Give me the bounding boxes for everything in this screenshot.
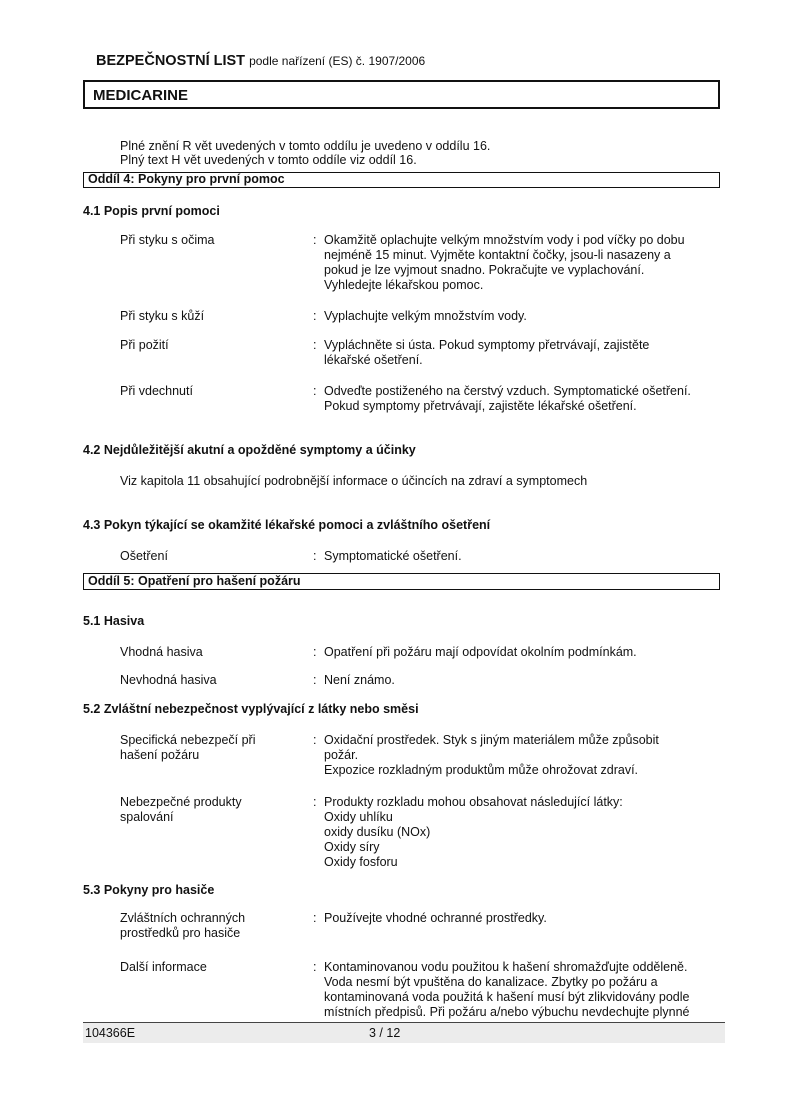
colon-separator: : — [313, 309, 317, 323]
colon-separator: : — [313, 733, 317, 747]
field-value: Produkty rozkladu mohou obsahovat následující látky: Oxidy uhlíku oxidy dusíku (NOx) Oxidy síry Oxidy fosforu — [324, 795, 623, 869]
field-value: Kontaminovanou vodu použitou k hašení shromažďujte odděleně. Voda nesmí být vpuštěna do kanalizace. Zbytky po požáru a kontaminovaná voda použitá k hašení musí být zlikvidovány podle místních předpisů. Při požáru a/nebo výbuchu nevdechujte plynné — [324, 960, 690, 1019]
page-number: 3 / 12 — [369, 1026, 401, 1040]
field-label: Při vdechnutí — [120, 384, 193, 398]
field-value: Odveďte postiženého na čerstvý vzduch. Symptomatické ošetření. Pokud symptomy přetrvávají, zajistěte lékařské ošetření. — [324, 384, 691, 413]
colon-separator: : — [313, 549, 317, 563]
field-label: Nevhodná hasiva — [120, 673, 217, 687]
field-value: Používejte vhodné ochranné prostředky. — [324, 911, 547, 925]
section-5-header: Oddíl 5: Opatření pro hašení požáru — [83, 573, 720, 590]
product-name: MEDICARINE — [83, 80, 720, 109]
colon-separator: : — [313, 384, 317, 398]
document-title — [96, 54, 425, 69]
field-label: Vhodná hasiva — [120, 645, 203, 659]
colon-separator: : — [313, 233, 317, 247]
field-label: Při styku s očima — [120, 233, 215, 247]
field-value: Okamžitě oplachujte velkým množstvím vody i pod víčky po dobu nejméně 15 minut. Vyjměte kontaktní čočky, jsou-li nasazeny a pokud je lze vyjmout snadno. Pokračujte ve vyplachování. Vyhledejte lékařskou pomoc. — [324, 233, 685, 292]
field-label: Při styku s kůží — [120, 309, 205, 323]
field-value: Vypláchněte si ústa. Pokud symptomy přetrvávají, zajistěte lékařské ošetření. — [324, 338, 650, 367]
section-4-header: Oddíl 4: Pokyny pro první pomoc — [83, 172, 720, 188]
colon-separator: : — [313, 673, 317, 687]
intro-line: Plné znění R vět uvedených v tomto oddílu je uvedeno v oddílu 16. — [120, 139, 491, 153]
document-code: 104366E — [85, 1026, 136, 1040]
title-bold: BEZPEČNOSTNÍ LIST — [96, 53, 246, 69]
field-label: Nebezpečné produkty spalování — [120, 795, 242, 824]
field-label: Zvláštních ochranných prostředků pro hasiče — [120, 911, 246, 940]
title-regulation: podle nařízení (ES) č. 1907/2006 — [249, 54, 426, 68]
intro-line: Plný text H vět uvedených v tomto oddíle viz oddíl 16. — [120, 153, 417, 167]
field-label: Specifická nebezpečí při hašení požáru — [120, 733, 256, 762]
colon-separator: : — [313, 911, 317, 925]
field-value: Není známo. — [324, 673, 395, 687]
field-value: Symptomatické ošetření. — [324, 549, 462, 563]
field-label: Při požití — [120, 338, 169, 352]
subsection-heading: 4.2 Nejdůležitější akutní a opožděné symptomy a účinky — [83, 443, 416, 457]
colon-separator: : — [313, 338, 317, 352]
subsection-heading: 5.3 Pokyny pro hasiče — [83, 883, 215, 897]
colon-separator: : — [313, 960, 317, 974]
field-value: Vyplachujte velkým množstvím vody. — [324, 309, 527, 323]
colon-separator: : — [313, 645, 317, 659]
subsection-heading: 5.1 Hasiva — [83, 614, 145, 628]
field-value: Opatření při požáru mají odpovídat okolním podmínkám. — [324, 645, 637, 659]
colon-separator: : — [313, 795, 317, 809]
footer — [83, 1022, 725, 1043]
subsection-heading: 5.2 Zvláštní nebezpečnost vyplývající z látky nebo směsi — [83, 702, 419, 716]
paragraph: Viz kapitola 11 obsahující podrobnější informace o účincích na zdraví a symptomech — [120, 474, 588, 488]
subsection-heading: 4.3 Pokyn týkající se okamžité lékařské pomoci a zvláštního ošetření — [83, 518, 491, 532]
field-label: Ošetření — [120, 549, 168, 563]
field-value: Oxidační prostředek. Styk s jiným materiálem může způsobit požár. Expozice rozkladným produktům může ohrožovat zdraví. — [324, 733, 659, 777]
subsection-heading: 4.1 Popis první pomoci — [83, 204, 220, 218]
field-label: Další informace — [120, 960, 207, 974]
